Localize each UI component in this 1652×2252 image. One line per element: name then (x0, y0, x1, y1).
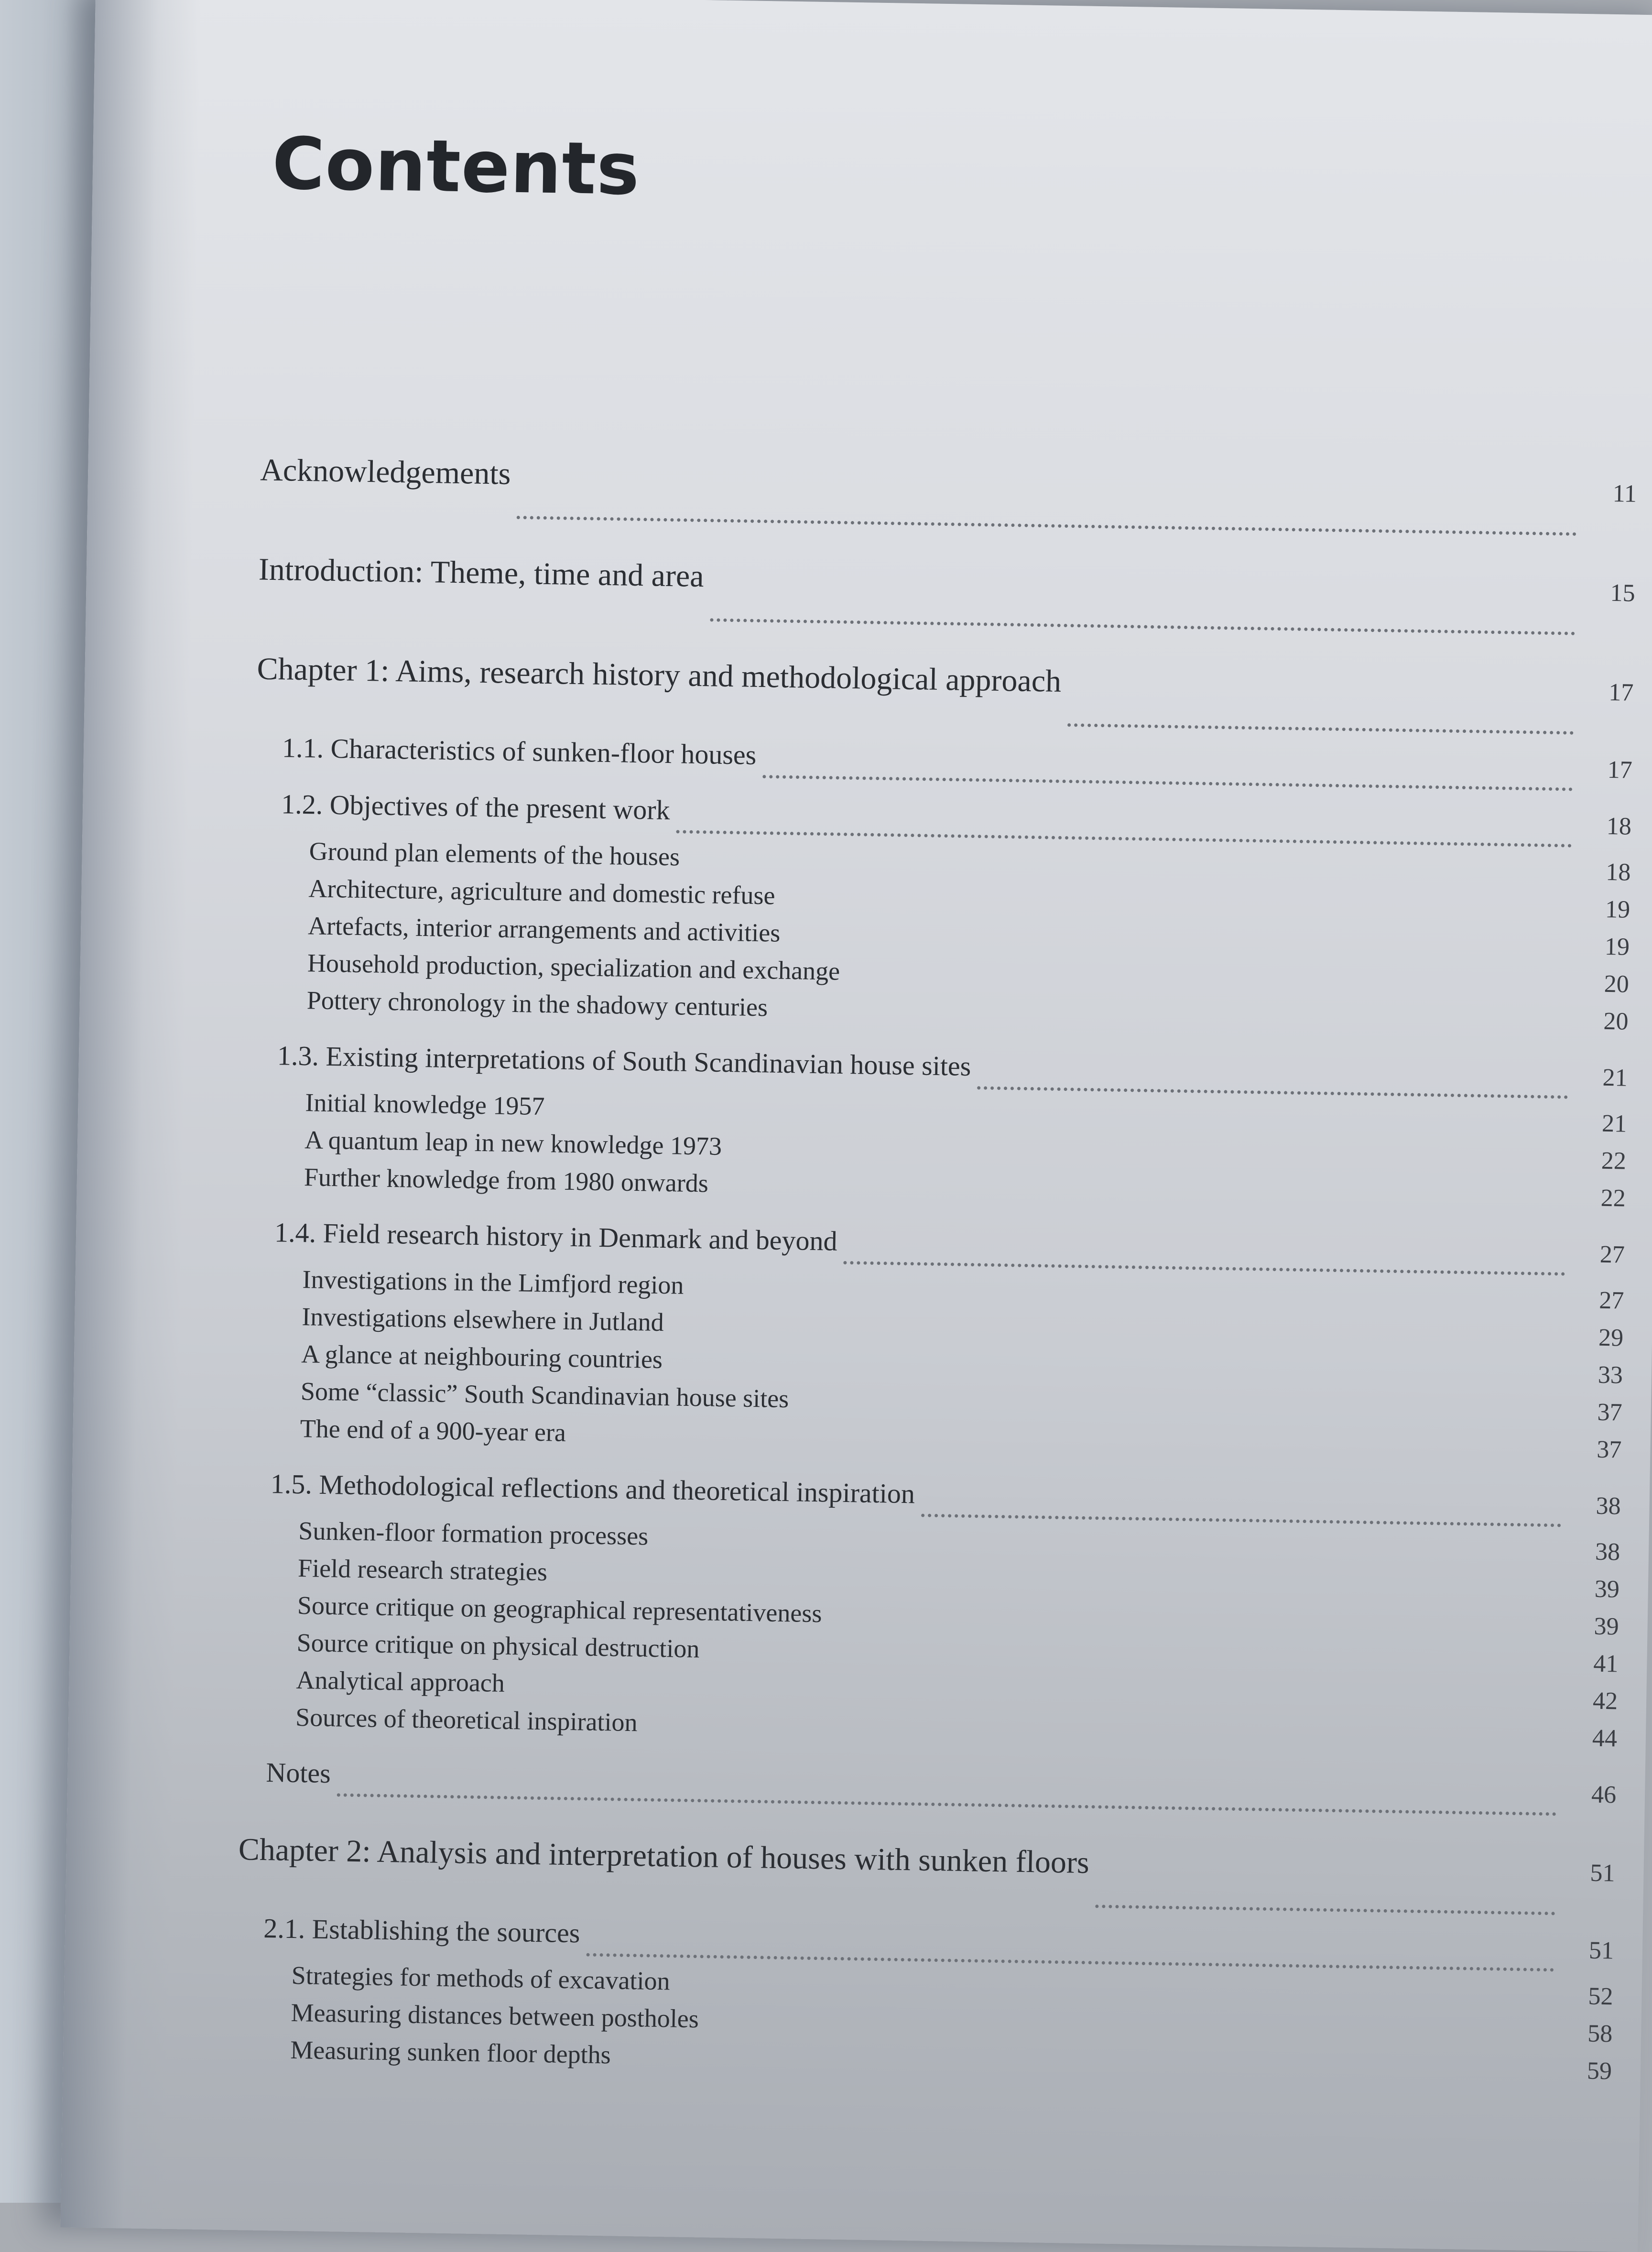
toc-entry-title: Architecture, agriculture and domestic refuse (308, 874, 775, 910)
toc-page-number: 15 (1610, 579, 1636, 607)
toc-entry-title: Introduction: Theme, time and area (258, 552, 705, 594)
toc-entry-title: Household production, specialization and exchange (307, 948, 840, 986)
toc-entry (258, 552, 1635, 645)
toc-page-number: 41 (1593, 1650, 1619, 1678)
toc-entry-title: 1.1. Characteristics of sunken-floor houses (282, 732, 757, 771)
toc-entry-title: Sunken-floor formation processes (298, 1516, 649, 1551)
toc-page-number: 22 (1600, 1184, 1626, 1212)
toc-entry-title: Pottery chronology in the shadowy centuries (306, 986, 768, 1022)
contents-heading: Contents (271, 122, 641, 211)
toc-page-number: 18 (1606, 812, 1632, 840)
toc-entry-title: Investigations in the Limfjord region (302, 1265, 684, 1300)
entry-spacer (610, 2063, 1559, 2078)
dot-leader (921, 1514, 1561, 1527)
entry-spacer (684, 1294, 1571, 1308)
toc-entry-title: Analytical approach (296, 1665, 505, 1697)
toc-entry-title: A glance at neighbouring countries (301, 1339, 663, 1374)
toc-page-number: 37 (1597, 1398, 1623, 1426)
toc-page-number: 39 (1594, 1612, 1619, 1641)
toc-page-number: 21 (1601, 1110, 1627, 1138)
toc-page-number: 22 (1601, 1147, 1627, 1175)
toc-entry-title: 2.1. Establishing the sources (263, 1913, 580, 1949)
toc-entry (260, 452, 1637, 545)
toc-page-number: 19 (1604, 933, 1630, 961)
toc-entry-title: 1.5. Methodological reflections and theoretical inspiration (270, 1468, 915, 1510)
entry-spacer (775, 904, 1577, 917)
toc-page-number: 46 (1591, 1781, 1617, 1809)
entry-spacer (648, 1545, 1567, 1559)
entry-spacer (840, 980, 1576, 991)
toc-entry-title: Artefacts, interior arrangements and activities (307, 911, 781, 947)
dot-leader (978, 1086, 1568, 1099)
dot-leader (844, 1261, 1565, 1276)
toc-page-number: 17 (1607, 756, 1633, 784)
toc-page-number: 21 (1602, 1064, 1628, 1092)
entry-spacer (699, 2027, 1560, 2041)
toc-page-number: 33 (1598, 1361, 1623, 1389)
toc-entry-title: Chapter 1: Aims, research history and methodological approach (257, 651, 1062, 699)
toc-entry-title: Initial knowledge 1957 (305, 1088, 545, 1121)
toc-page-number: 17 (1608, 678, 1634, 707)
toc-page-number: 20 (1603, 1007, 1629, 1035)
entry-spacer (547, 1580, 1567, 1597)
toc-entry-title: 1.3. Existing interpretations of South Scandinavian house sites (277, 1040, 971, 1082)
toc-entry (256, 651, 1634, 744)
toc-page-number: 44 (1592, 1724, 1618, 1752)
toc-entry-title: The end of a 900-year era (300, 1414, 566, 1447)
toc-page-number: 58 (1587, 2020, 1613, 2048)
toc-page-number: 27 (1598, 1286, 1624, 1315)
entry-spacer (670, 1990, 1560, 2003)
toc-entry-title: Ground plan elements of the houses (309, 837, 680, 871)
entry-spacer (699, 1657, 1565, 1671)
entry-spacer (505, 1692, 1565, 1708)
toc-page-number: 11 (1612, 479, 1637, 508)
toc-page-number: 52 (1588, 1982, 1613, 2011)
toc-page-number: 38 (1595, 1538, 1620, 1566)
toc-entry-title: Measuring sunken floor depths (290, 2035, 611, 2069)
toc-page-number: 42 (1592, 1687, 1618, 1715)
entry-spacer (780, 942, 1577, 954)
entry-spacer (566, 1441, 1569, 1457)
toc-entry-title: Notes (265, 1757, 331, 1789)
entry-spacer (663, 1368, 1570, 1382)
toc-page-number: 27 (1599, 1240, 1625, 1269)
entry-spacer (708, 1192, 1573, 1205)
toc-page-number: 51 (1590, 1859, 1615, 1887)
toc-page-number: 37 (1596, 1436, 1622, 1464)
toc-entry (239, 1756, 1616, 1825)
entry-spacer (637, 1731, 1564, 1745)
toc-entry-title: Further knowledge from 1980 onwards (304, 1163, 709, 1198)
toc-page-number: 39 (1594, 1575, 1620, 1603)
entry-spacer (663, 1331, 1570, 1345)
toc-page-number: 20 (1604, 970, 1630, 998)
toc-entry-title: Some “classic” South Scandinavian house sites (300, 1377, 789, 1414)
entry-spacer (722, 1155, 1574, 1168)
toc-entry (238, 1831, 1615, 1925)
toc-entry-title: Sources of theoretical inspiration (295, 1703, 638, 1737)
toc-page-number: 38 (1596, 1492, 1621, 1520)
entry-spacer (768, 1016, 1576, 1029)
dot-leader (710, 618, 1575, 635)
toc-entry-title: Field research strategies (297, 1554, 548, 1587)
toc-entry-title: Measuring distances between postholes (291, 1998, 699, 2034)
entry-spacer (822, 1622, 1566, 1633)
toc-entry-title: A quantum leap in new knowledge 1973 (304, 1125, 722, 1161)
toc-entry-title: Chapter 2: Analysis and interpretation of houses with sunken floors (238, 1832, 1090, 1881)
toc-entry-title: Strategies for methods of excavation (291, 1960, 670, 1996)
toc-entry-title: 1.2. Objectives of the present work (281, 788, 671, 826)
dot-leader (337, 1793, 1556, 1816)
toc-entry-title: Acknowledgements (260, 452, 511, 491)
toc-entry-title: Investigations elsewhere in Jutland (302, 1302, 664, 1337)
table-of-contents (235, 452, 1637, 2093)
dot-leader (1067, 723, 1574, 735)
dot-leader (517, 516, 1577, 536)
toc-page-number: 18 (1605, 858, 1631, 886)
entry-spacer (544, 1115, 1574, 1131)
entry-spacer (680, 865, 1578, 880)
toc-entry-title: 1.4. Field research history in Denmark and beyond (274, 1217, 838, 1257)
book-page (60, 0, 1652, 2252)
toc-entry (255, 731, 1632, 800)
toc-page-number: 29 (1598, 1324, 1624, 1352)
dot-leader (1095, 1904, 1555, 1915)
toc-entry-title: Source critique on physical destruction (296, 1628, 700, 1664)
toc-page-number: 19 (1605, 895, 1630, 924)
entry-spacer (789, 1407, 1569, 1420)
dot-leader (762, 775, 1573, 791)
toc-entry-title: Source critique on geographical representativeness (297, 1591, 822, 1628)
toc-page-number: 51 (1588, 1937, 1614, 1965)
toc-page-number: 59 (1587, 2057, 1612, 2085)
